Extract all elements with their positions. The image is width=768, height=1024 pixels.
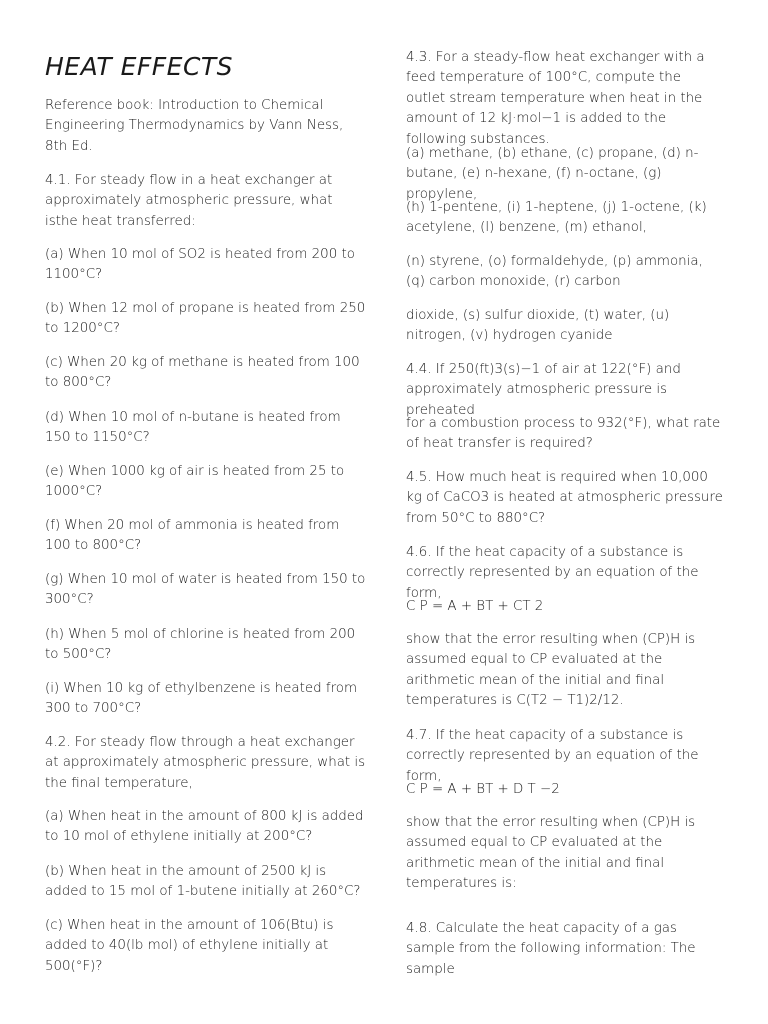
problem-4-1-f: (f) When 20 mol of ammonia is heated from 100 to 800°C? bbox=[45, 518, 340, 554]
problem-4-2-b: (b) When heat in the amount of 2500 kJ is added to 15 mol of 1-butene initially at 260°C? bbox=[45, 864, 361, 900]
equation-4-7: C P = A + BT + D T −2 bbox=[406, 782, 560, 797]
problem-4-1-e: (e) When 1000 kg of air is heated from 25 to 1000°C? bbox=[45, 464, 345, 500]
problem-4-1-d: (d) When 10 mol of n-butane is heated from 150 to 1150°C? bbox=[45, 410, 341, 446]
problem-4-1-c: (c) When 20 kg of methane is heated from 100 to 800°C? bbox=[45, 355, 360, 391]
problem-4-2: 4.2. For steady flow through a heat exchanger at approximately atmospheric pressure, what is the final temperature, bbox=[45, 735, 366, 791]
problem-4-6-cont: show that the error resulting when (CP)H is assumed equal to CP evaluated at the arithmetic mean of the initial and final temperatures is C(T2 − T1)2/12. bbox=[406, 632, 696, 709]
problem-4-2-c: (c) When heat in the amount of 106(Btu) is added to 40(lb mol) of ethylene initially at 500(°F)? bbox=[45, 918, 334, 974]
problem-4-8: 4.8. Calculate the heat capacity of a gas sample from the following information: The sample bbox=[406, 921, 696, 977]
substance-list-1: (a) methane, (b) ethane, (c) propane, (d) n-butane, (e) n-hexane, (f) n-octane, (g) propylene, bbox=[406, 146, 699, 202]
substance-list-2: (h) 1-pentene, (i) 1-heptene, (j) 1-octene, (k) acetylene, (l) benzene, (m) ethanol, bbox=[406, 200, 707, 236]
problem-4-4: 4.4. If 250(ft)3(s)−1 of air at 122(°F) and approximately atmospheric pressure is preheated bbox=[406, 362, 681, 418]
problem-4-1-g: (g) When 10 mol of water is heated from 150 to 300°C? bbox=[45, 572, 366, 608]
problem-4-7: 4.7. If the heat capacity of a substance is correctly represented by an equation of the form, bbox=[406, 728, 699, 784]
problem-4-1-a: (a) When 10 mol of SO2 is heated from 200 to 1100°C? bbox=[45, 247, 355, 283]
problem-4-1-b: (b) When 12 mol of propane is heated from 250 to 1200°C? bbox=[45, 301, 366, 337]
problem-4-1-h: (h) When 5 mol of chlorine is heated from 200 to 500°C? bbox=[45, 627, 356, 663]
problem-4-2-a: (a) When heat in the amount of 800 kJ is added to 10 mol of ethylene initially at 200°C? bbox=[45, 809, 364, 845]
substance-list-4: dioxide, (s) sulfur dioxide, (t) water, (u) nitrogen, (v) hydrogen cyanide bbox=[406, 308, 670, 344]
substance-list-3: (n) styrene, (o) formaldehyde, (p) ammonia, (q) carbon monoxide, (r) carbon bbox=[406, 254, 703, 290]
problem-4-6: 4.6. If the heat capacity of a substance is correctly represented by an equation of the form, bbox=[406, 545, 699, 601]
reference-text: Reference book: Introduction to Chemical Engineering Thermodynamics by Vann Ness, 8th Ed. bbox=[45, 98, 344, 154]
equation-4-6: C P = A + BT + CT 2 bbox=[406, 599, 544, 614]
problem-4-1-i: (i) When 10 kg of ethylbenzene is heated from 300 to 700°C? bbox=[45, 681, 358, 717]
problem-4-3: 4.3. For a steady-flow heat exchanger with a feed temperature of 100°C, compute the outlet stream temperature when heat in the amount of 12 kJ·mol−1 is added to the following substances. bbox=[406, 50, 705, 147]
problem-4-7-cont: show that the error resulting when (CP)H is assumed equal to CP evaluated at the arithmetic mean of the initial and final temperatures is: bbox=[406, 815, 696, 892]
problem-4-5: 4.5. How much heat is required when 10,000 kg of CaCO3 is heated at atmospheric pressure from 50°C to 880°C? bbox=[406, 470, 723, 526]
problem-4-1: 4.1. For steady flow in a heat exchanger at approximately atmospheric pressure, what isthe heat transferred: bbox=[45, 173, 333, 229]
problem-4-4-cont: for a combustion process to 932(°F), what rate of heat transfer is required? bbox=[406, 416, 721, 452]
page-title: HEAT EFFECTS bbox=[45, 52, 234, 81]
